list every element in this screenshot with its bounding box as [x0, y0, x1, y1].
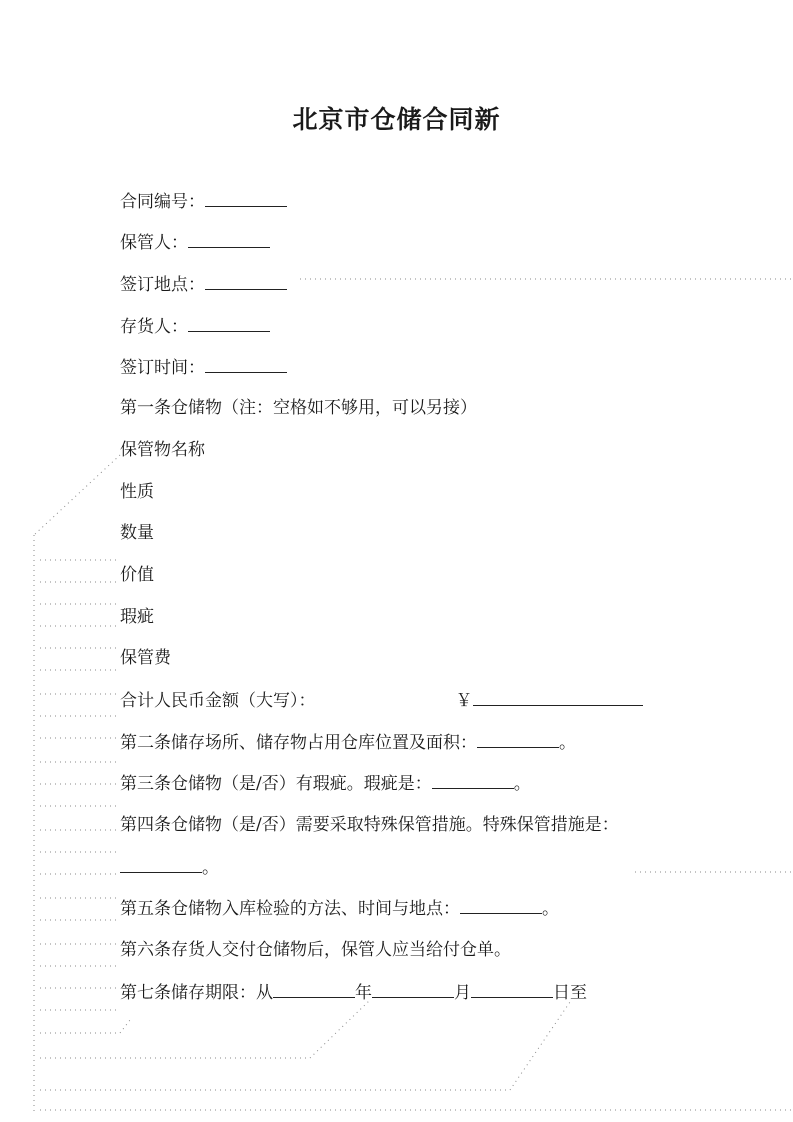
keeper-line: [120, 231, 270, 254]
article-2-text: 第二条储存场所、储存物占用仓库位置及面积：: [120, 733, 477, 753]
article-4-blank[interactable]: [120, 856, 202, 873]
depositor-blank[interactable]: [188, 315, 270, 332]
signing-time-blank[interactable]: [205, 356, 287, 373]
total-amount-line: [120, 689, 643, 712]
total-amount-blank[interactable]: [473, 689, 643, 706]
signing-time-label: 签订时间：: [120, 358, 205, 378]
document-title: 北京市仓储合同新: [292, 105, 501, 134]
month-label: 月: [454, 983, 471, 1003]
article-3-end: 。: [513, 774, 531, 794]
signing-time-line: [120, 356, 287, 379]
item-nature: 性质: [120, 482, 154, 502]
year-label: 年: [355, 983, 372, 1003]
article-3-blank[interactable]: [432, 772, 514, 789]
article-3-line: [120, 772, 531, 795]
article-4-line: 第四条仓储物（是/否）需要采取特殊保管措施。特殊保管措施是：: [120, 815, 619, 835]
start-day-blank[interactable]: [471, 981, 553, 998]
item-defect: 瑕疵: [120, 607, 154, 627]
article-5-blank[interactable]: [460, 897, 542, 914]
start-month-blank[interactable]: [372, 981, 454, 998]
signing-place-line: [120, 273, 287, 296]
item-quantity: 数量: [120, 523, 154, 543]
article-7-text: 第七条储存期限：从: [120, 983, 273, 1003]
item-value: 价值: [120, 565, 154, 585]
article-7-line: [120, 981, 587, 1004]
start-year-blank[interactable]: [273, 981, 355, 998]
contract-number-label: 合同编号：: [120, 192, 205, 212]
article-2-blank[interactable]: [477, 731, 559, 748]
depositor-label: 存货人：: [120, 317, 188, 337]
day-to-label: 日至: [553, 983, 587, 1003]
article-4-end: 。: [202, 858, 219, 878]
article-6-line: 第六条存货人交付仓储物后，保管人应当给付仓单。: [120, 940, 511, 960]
article-5-line: [120, 897, 559, 920]
keeper-blank[interactable]: [188, 231, 270, 248]
signing-place-blank[interactable]: [205, 273, 287, 290]
article-3-text: 第三条仓储物（是/否）有瑕疵。瑕疵是：: [120, 774, 432, 794]
contract-number-line: [120, 190, 287, 213]
signing-place-label: 签订地点：: [120, 275, 205, 295]
article-5-end: 。: [542, 899, 559, 919]
keeper-label: 保管人：: [120, 233, 188, 253]
contract-number-blank[interactable]: [205, 190, 287, 207]
article-4-continuation: [120, 856, 219, 879]
article-5-text: 第五条仓储物入库检验的方法、时间与地点：: [120, 899, 460, 919]
item-fee: 保管费: [120, 648, 171, 668]
article-2-end: 。: [559, 733, 576, 753]
yen-symbol: ￥: [455, 691, 473, 711]
total-amount-label: 合计人民币金额（大写）：: [120, 691, 316, 711]
item-name: 保管物名称: [120, 440, 205, 460]
article-1-heading: 第一条仓储物（注：空格如不够用，可以另接）: [120, 398, 477, 418]
article-2-line: [120, 731, 576, 754]
depositor-line: [120, 315, 270, 338]
